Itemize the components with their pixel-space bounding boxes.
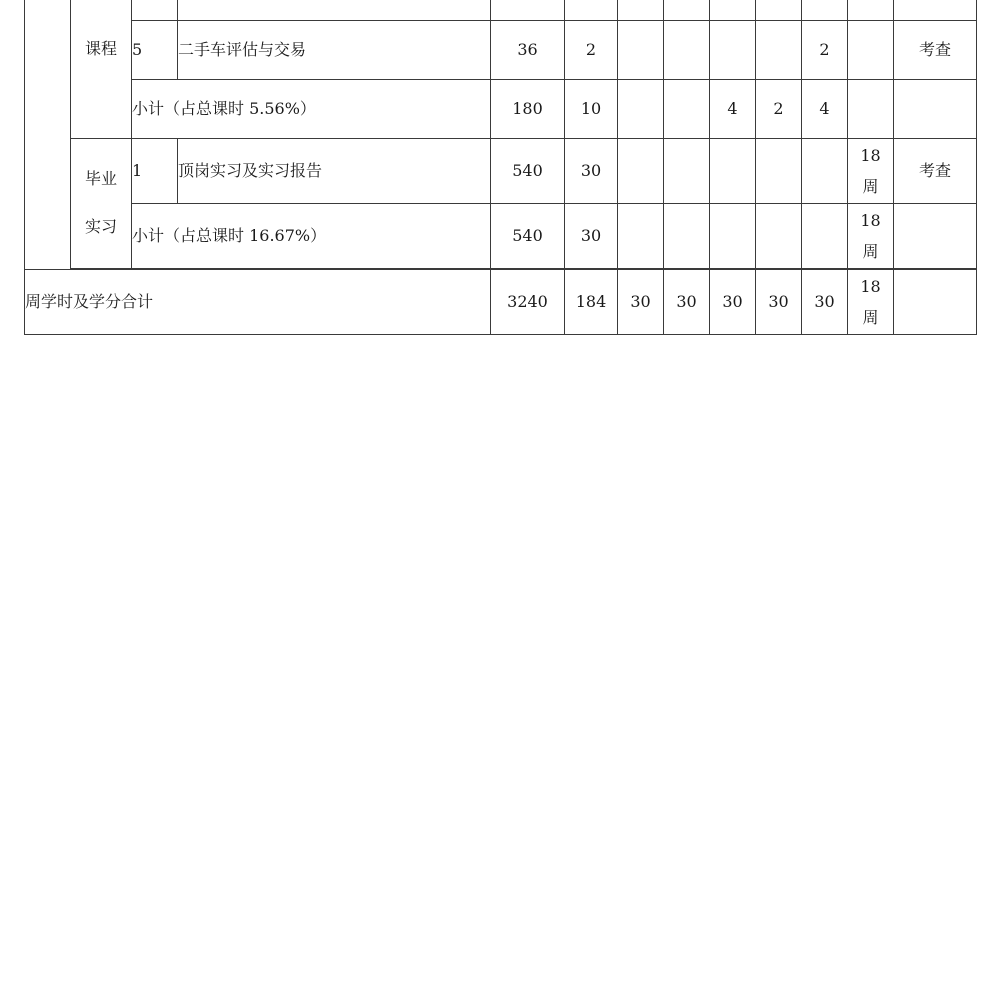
sem2-cell — [664, 138, 710, 203]
total-sem1: 30 — [618, 269, 664, 334]
hours-cell: 540 — [491, 138, 565, 203]
sem4-cell — [756, 138, 802, 203]
curriculum-table — [24, 0, 977, 335]
assessment-cell — [894, 79, 977, 138]
table-row — [25, 138, 977, 203]
sem3-cell: 4 — [710, 79, 756, 138]
sem2-cell — [664, 203, 710, 268]
sem3-cell — [710, 138, 756, 203]
sem5-cell — [802, 203, 848, 268]
sem6-cell: 18 周 — [848, 203, 894, 268]
hours-cell: 540 — [491, 203, 565, 268]
subtotal-label: 小计（占总课时 5.56%） — [132, 79, 491, 138]
table-cell — [848, 0, 894, 20]
credits-cell: 30 — [565, 138, 618, 203]
total-sem3: 30 — [710, 269, 756, 334]
table-row-partial — [25, 0, 977, 20]
table-cell — [894, 0, 977, 20]
total-label: 周学时及学分合计 — [25, 269, 491, 334]
sem6-cell: 18 周 — [848, 138, 894, 203]
credits-cell: 10 — [565, 79, 618, 138]
sem6-cell — [848, 20, 894, 79]
total-credits: 184 — [565, 269, 618, 334]
table-cell — [618, 0, 664, 20]
sem4-cell — [756, 20, 802, 79]
total-assessment — [894, 269, 977, 334]
total-sem5: 30 — [802, 269, 848, 334]
sem4-cell — [756, 203, 802, 268]
row-index: 1 — [132, 138, 178, 203]
course-name: 二手车评估与交易 — [178, 20, 491, 79]
table-cell — [756, 0, 802, 20]
row-index: 5 — [132, 20, 178, 79]
table-cell — [664, 0, 710, 20]
table-cell — [132, 0, 178, 20]
sem1-cell — [618, 203, 664, 268]
sem4-cell: 2 — [756, 79, 802, 138]
category-cell-outer — [25, 0, 71, 269]
table-row — [25, 20, 977, 79]
total-hours: 3240 — [491, 269, 565, 334]
total-sem2: 30 — [664, 269, 710, 334]
sem1-cell — [618, 79, 664, 138]
table-row-subtotal — [25, 203, 977, 268]
sem5-cell: 4 — [802, 79, 848, 138]
table-cell — [710, 0, 756, 20]
table-row-subtotal — [25, 79, 977, 138]
category-cell-internship: 毕业 实习 — [71, 138, 132, 268]
table-cell — [802, 0, 848, 20]
sem2-cell — [664, 20, 710, 79]
sem1-cell — [618, 138, 664, 203]
credits-cell: 30 — [565, 203, 618, 268]
sem5-cell: 2 — [802, 20, 848, 79]
sem6-cell — [848, 79, 894, 138]
sem3-cell — [710, 203, 756, 268]
table-cell — [491, 0, 565, 20]
table-cell — [178, 0, 491, 20]
credits-cell: 2 — [565, 20, 618, 79]
hours-cell: 36 — [491, 20, 565, 79]
assessment-cell: 考查 — [894, 20, 977, 79]
table-cell — [565, 0, 618, 20]
subtotal-label: 小计（占总课时 16.67%） — [132, 203, 491, 268]
sem2-cell — [664, 79, 710, 138]
sem3-cell — [710, 20, 756, 79]
table-row-total — [25, 269, 977, 334]
total-sem4: 30 — [756, 269, 802, 334]
assessment-cell — [894, 203, 977, 268]
sem5-cell — [802, 138, 848, 203]
sem1-cell — [618, 20, 664, 79]
hours-cell: 180 — [491, 79, 565, 138]
course-name: 顶岗实习及实习报告 — [178, 138, 491, 203]
category-cell-major: 课程 — [71, 0, 132, 138]
total-sem6: 18 周 — [848, 269, 894, 334]
assessment-cell: 考查 — [894, 138, 977, 203]
